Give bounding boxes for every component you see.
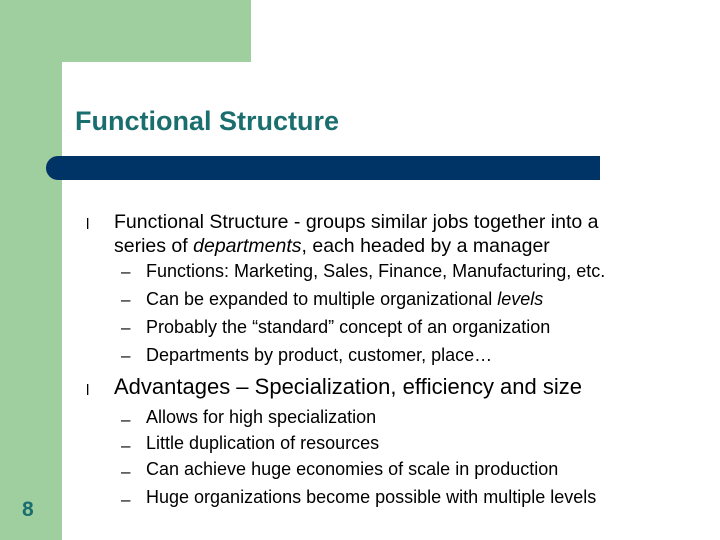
sub-item-1-2: Can be expanded to multiple organizational levels <box>146 289 544 309</box>
sub-item-1-4: Departments by product, customer, place… <box>146 345 493 365</box>
dash-marker: – <box>121 436 131 455</box>
bullet-1-line-1: Functional Structure - groups similar jobs together into a <box>114 211 599 233</box>
dash-marker: – <box>121 290 131 309</box>
sub-item-2-3: Can achieve huge economies of scale in production <box>146 459 559 479</box>
bullet-2-text: Advantages – Specialization, efficiency and size <box>114 374 582 399</box>
page-number: 8 <box>22 498 34 521</box>
sub-item-1-1: Functions: Marketing, Sales, Finance, Manufacturing, etc. <box>146 261 606 281</box>
bullet-1-line-2: series of departments, each headed by a manager <box>114 235 550 257</box>
decorative-green-left-band <box>0 0 62 540</box>
dash-marker: – <box>121 462 131 481</box>
sub-item-2-1: Allows for high specialization <box>146 407 377 427</box>
dash-marker: – <box>121 262 131 281</box>
bullet-icon: l <box>86 382 90 399</box>
slide-title: Functional Structure <box>75 106 340 136</box>
dash-marker: – <box>121 490 131 509</box>
dash-marker: – <box>121 346 131 365</box>
sub-item-1-3: Probably the “standard” concept of an organization <box>146 317 551 337</box>
title-underline-bar <box>46 156 600 180</box>
bullet-icon: l <box>86 216 90 233</box>
sub-item-2-4: Huge organizations become possible with multiple levels <box>146 487 597 507</box>
dash-marker: – <box>121 410 131 429</box>
dash-marker: – <box>121 318 131 337</box>
sub-item-2-2: Little duplication of resources <box>146 433 380 453</box>
